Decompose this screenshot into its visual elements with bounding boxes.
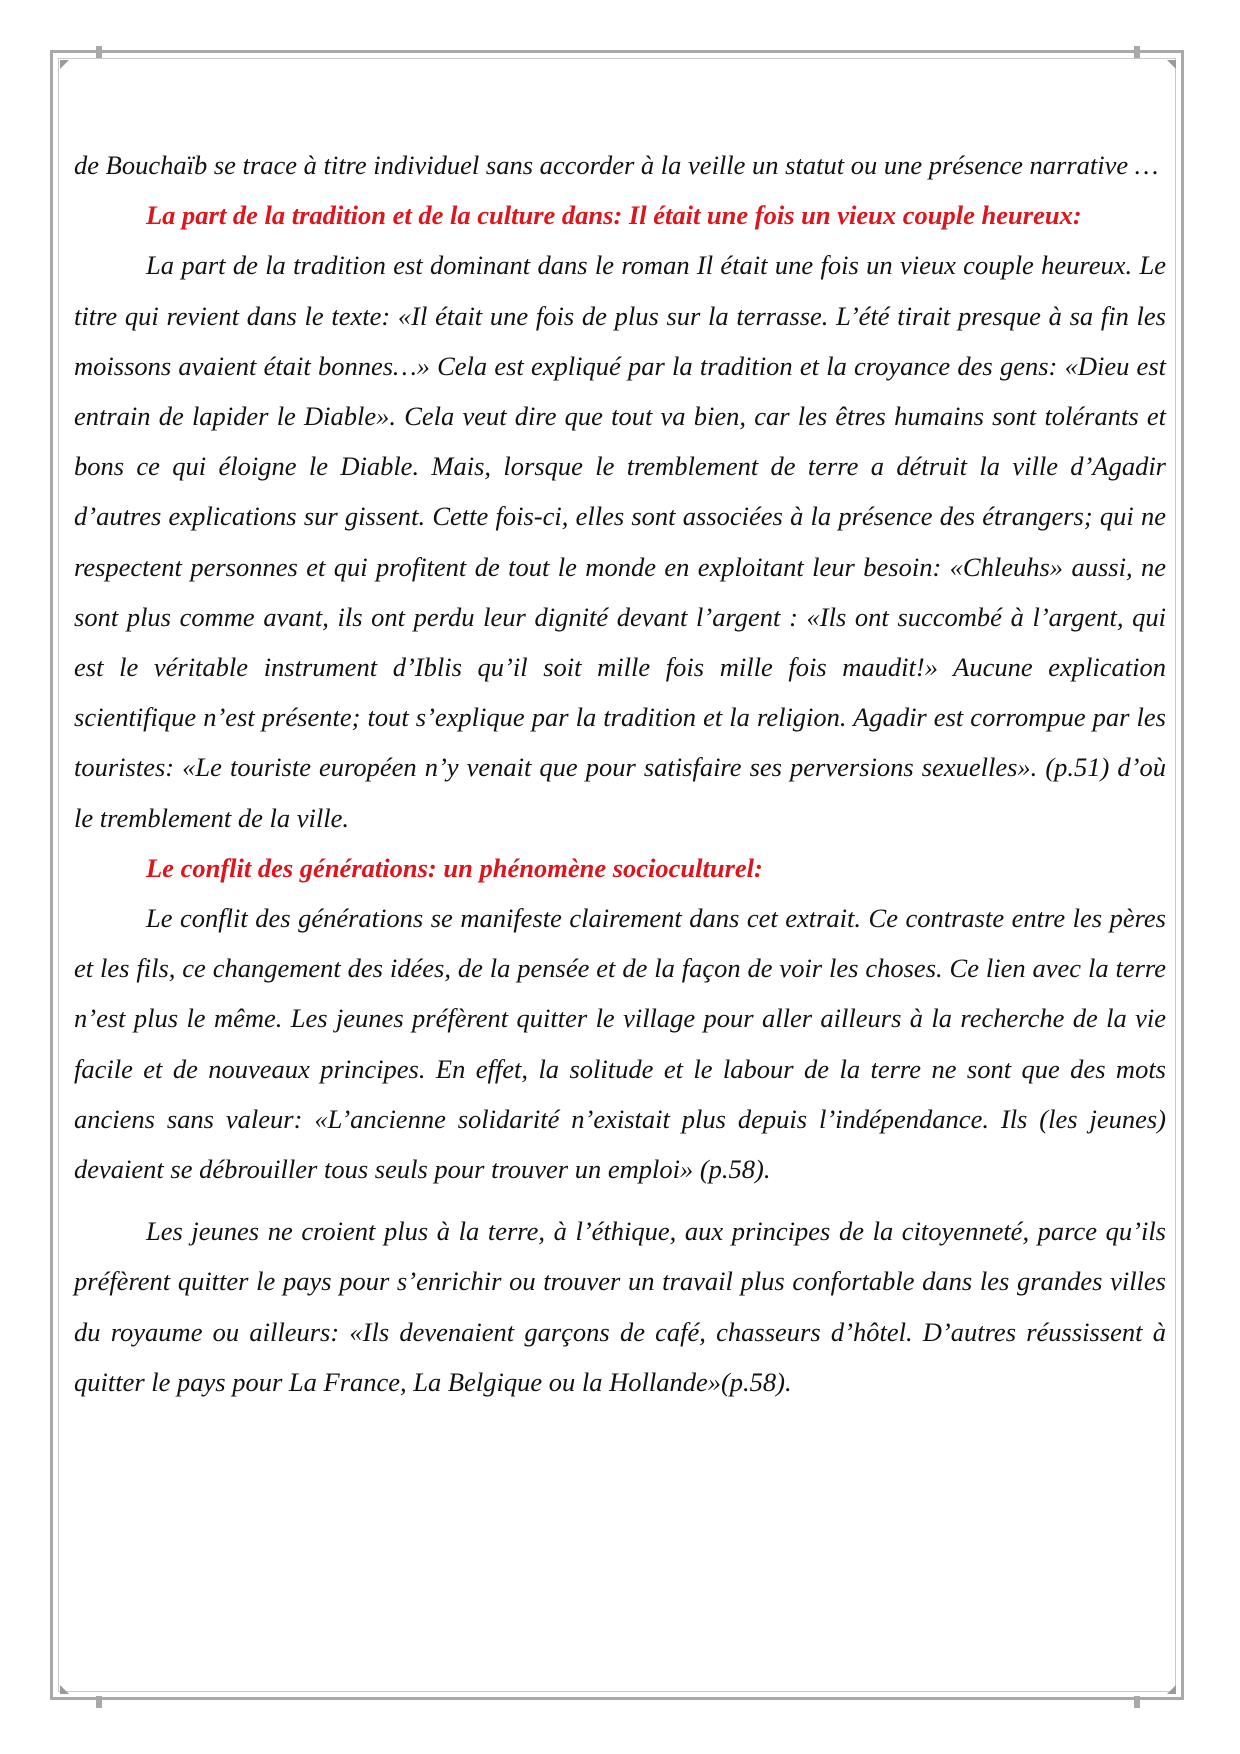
- corner-ornament-top-left: [60, 60, 69, 69]
- corner-ornament-bottom-left: [60, 1685, 69, 1694]
- body-paragraph-generations: Le conflit des générations se manifeste clairement dans cet extrait. Ce contraste entre les pères et les fils, ce changement des idées, de la pensée et de la façon de voir les choses. Ce lien avec la terre n’est plus le même. Les jeunes préfèrent quitter le village pour aller ailleurs à la recherche de la vie facile et de nouveaux principes. En effet, la solitude et le labour de la terre ne sont que des mots anciens sans valeur: «L’ancienne solidarité n’existait plus depuis l’indépendance. Ils (les jeunes) devaient se débrouiller tous seuls pour trouver un emploi» (p.58).: [74, 903, 1166, 1185]
- border-notch: [1134, 1696, 1140, 1708]
- corner-ornament-top-right: [1167, 60, 1176, 69]
- border-notch: [96, 1696, 102, 1708]
- section-heading-tradition: La part de la tradition et de la culture dans: Il était une fois un vieux couple heureux:: [146, 200, 1082, 231]
- body-paragraph-continuation: de Bouchaïb se trace à titre individuel sans accorder à la veille un statut ou une présence narrative …: [74, 150, 1159, 180]
- corner-ornament-bottom-right: [1167, 1685, 1176, 1694]
- document-body: [74, 140, 1166, 1407]
- border-notch: [96, 46, 102, 58]
- section-heading-generations: Le conflit des générations: un phénomène socioculturel:: [146, 852, 763, 883]
- body-paragraph-youth: Les jeunes ne croient plus à la terre, à l’éthique, aux principes de la citoyenneté, parce qu’ils préfèrent quitter le pays pour s’enrichir ou trouver un travail plus confortable dans les grandes villes du royaume ou ailleurs: «Ils devenaient garçons de café, chasseurs d’hôtel. D’autres réussissent à quitter le pays pour La France, La Belgique ou la Hollande»(p.58).: [74, 1216, 1166, 1397]
- body-paragraph-tradition: La part de la tradition est dominant dans le roman Il était une fois un vieux couple heureux. Le titre qui revient dans le texte: «Il était une fois de plus sur la terrasse. L’été tirait presque à sa fin les moissons avaient était bonnes…» Cela est expliqué par la tradition et la croyance des gens: «Dieu est entrain de lapider le Diable». Cela veut dire que tout va bien, car les êtres humains sont tolérants et bons ce qui éloigne le Diable. Mais, lorsque le tremblement de terre a détruit la ville d’Agadir d’autres explications sur gissent. Cette fois-ci, elles sont associées à la présence des étrangers; qui ne respectent personnes et qui profitent de tout le monde en exploitant leur besoin: «Chleuhs» aussi, ne sont plus comme avant, ils ont perdu leur dignité devant l’argent : «Ils ont succombé à l’argent, qui est le véritable instrument d’Iblis qu’il soit mille fois mille fois maudit!» Aucune explication scientifique n’est présente; tout s’explique par la tradition et la religion. Agadir est corrompue par les touristes: «Le touriste européen n’y venait que pour satisfaire ses perversions sexuelles». (p.51) d’où le tremblement de la ville.: [74, 250, 1166, 833]
- border-notch: [1134, 46, 1140, 58]
